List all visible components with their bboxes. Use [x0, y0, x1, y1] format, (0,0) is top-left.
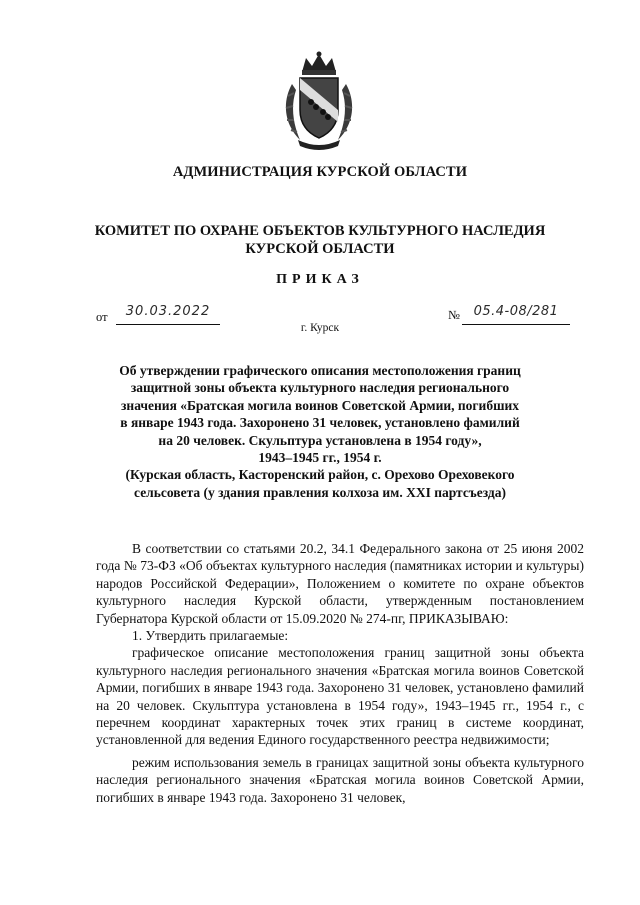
committee-heading: [0, 222, 640, 258]
body-paragraph-item-1: 1. Утвердить прилагаемые:: [132, 628, 289, 644]
coat-of-arms-icon: [278, 50, 360, 150]
number-value: 05.4-08/281: [462, 304, 570, 325]
title-line: сельсовета (у здания правления колхоза им. XXI партсъезда): [134, 484, 506, 500]
title-line: 1943–1945 гг., 1954 г.: [258, 450, 382, 466]
body-paragraph-graphic-description: графическое описание местоположения границ защитной зоны объекта культурного наследия регионального значения «Братская могила воинов Советской Армии, погибших в январе 1943 года. Захоронено 31 человек, установлено фамилий на 20 человек. Скульптура установлена в 1954 году», 1943–1945 гг., 1954 г., с перечнем координат характерных точек этих границ в системе координат, установленной для ведения Единого государственного реестра недвижимости;: [96, 645, 584, 748]
committee-heading-line-2: КУРСКОЙ ОБЛАСТИ: [245, 241, 395, 257]
title-line: защитной зоны объекта культурного наследия регионального: [130, 380, 510, 396]
title-line: значения «Братская могила воинов Советской Армии, погибших: [121, 397, 519, 413]
title-line: Об утверждении графического описания местоположения границ: [119, 363, 521, 378]
order-body: [96, 540, 584, 806]
document-type-heading: ПРИКАЗ: [276, 272, 364, 287]
title-line: в январе 1943 года. Захоронено 31 человек, установлено фамилий: [120, 415, 520, 431]
body-paragraph-land-use-regime: режим использования земель в границах защитной зоны объекта культурного наследия регионального значения «Братская могила воинов Советской Армии, погибших в январе 1943 года. Захоронено 31 человек,: [96, 754, 584, 805]
title-line: (Курская область, Касторенский район, с. Орехово Ореховекого: [125, 467, 515, 483]
body-paragraph-preamble: В соответствии со статьями 20.2, 34.1 Федерального закона от 25 июня 2002 года № 73-ФЗ «Об объектах культурного наследия (памятниках истории и культуры) народов Российской Федерации», Положением о комитете по охране объектов культурного наследия Курской области, утвержденным постановлением Губернатора Курской области от 15.09.2020 № 274-пг, ПРИКАЗЫВАЮ:: [96, 541, 584, 626]
title-line: на 20 человек. Скульптура установлена в 1954 году»,: [158, 432, 482, 448]
administration-heading: АДМИНИСТРАЦИЯ КУРСКОЙ ОБЛАСТИ: [172, 164, 468, 180]
city: г. Курск: [300, 322, 340, 334]
date-value: 30.03.2022: [116, 304, 220, 325]
order-title: [0, 362, 640, 501]
number-prefix: №: [448, 308, 460, 322]
committee-heading-line-1: КОМИТЕТ ПО ОХРАНЕ ОБЪЕКТОВ КУЛЬТУРНОГО НАСЛЕДИЯ: [94, 223, 546, 239]
date-prefix: от: [96, 310, 108, 324]
